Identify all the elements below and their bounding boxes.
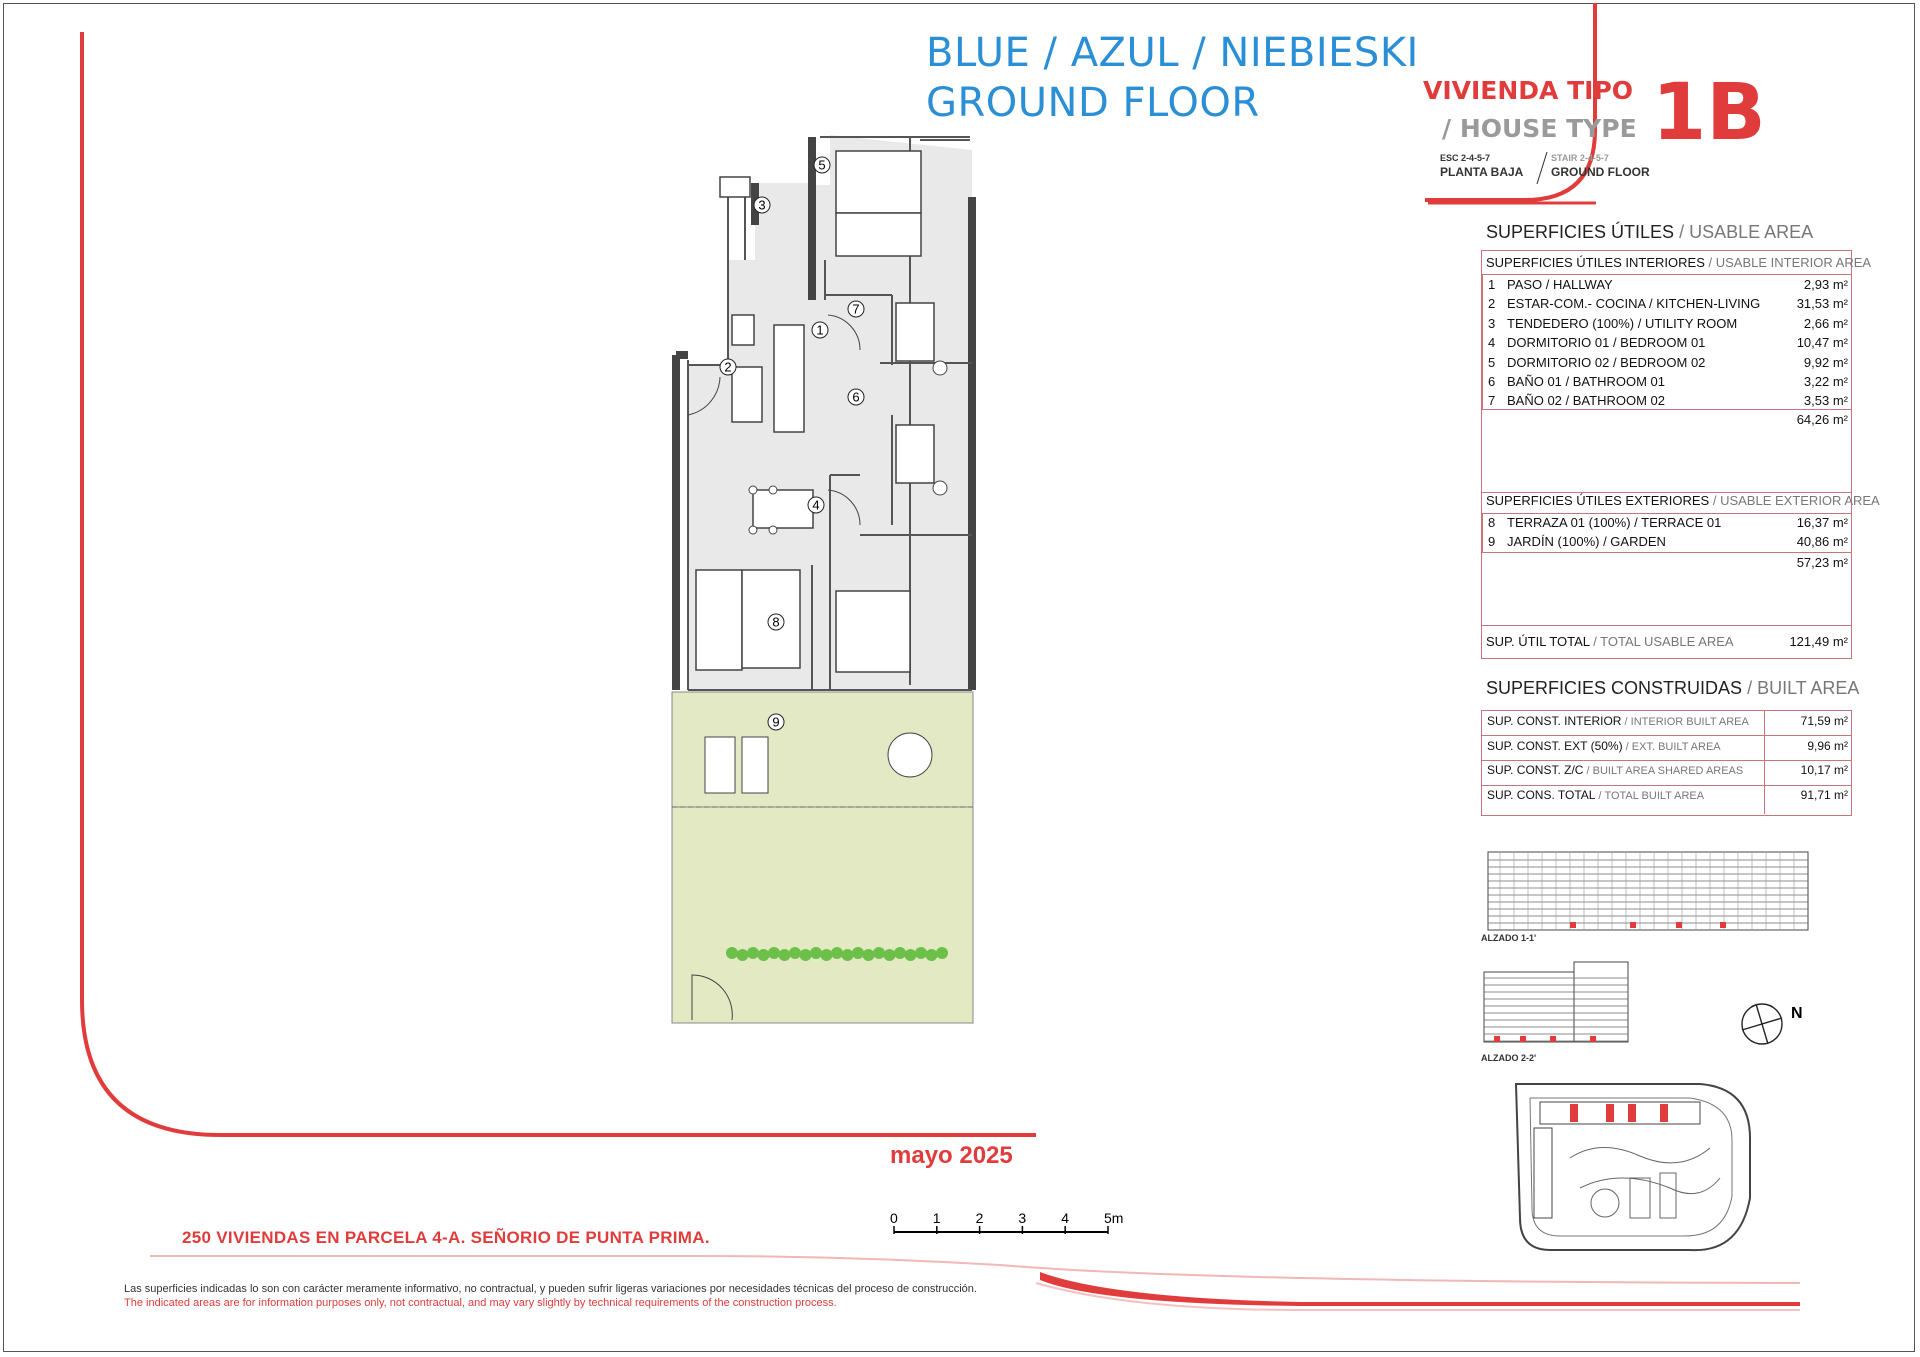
usable-total-label-en: / TOTAL USABLE AREA: [1593, 634, 1734, 649]
svg-text:4: 4: [812, 497, 820, 513]
hedge-shrub: [737, 949, 749, 961]
row-value: 2,66 m²: [1803, 315, 1848, 331]
row-label: ESTAR-COM.- COCINA / KITCHEN-LIVING: [1507, 296, 1761, 312]
svg-text:8: 8: [772, 614, 780, 630]
scale-tick-label: 3: [1018, 1210, 1027, 1226]
table-divider: [1482, 274, 1483, 409]
hedge-shrub: [747, 947, 759, 959]
house-type-en: / HOUSE TYPE: [1442, 114, 1637, 143]
svg-text:7: 7: [852, 301, 860, 317]
interior-header: [1486, 255, 1871, 270]
built-row-value: 91,71 m²: [1800, 787, 1848, 802]
usable-area-title: [1486, 222, 1813, 243]
hedge-shrub: [873, 947, 885, 959]
table-divider: [1482, 513, 1483, 553]
room-number-label: [848, 389, 864, 405]
scale-tick-label: 4: [1061, 1210, 1069, 1226]
svg-text:3: 3: [758, 197, 766, 213]
row-label: DORMITORIO 01 / BEDROOM 01: [1507, 335, 1706, 351]
usable-title-en: / USABLE AREA: [1679, 222, 1814, 242]
row-label: JARDÍN (100%) / GARDEN: [1507, 534, 1666, 549]
row-label: BAÑO 02 / BATHROOM 02: [1507, 393, 1665, 409]
scale-tick-label: 5m: [1104, 1210, 1124, 1226]
built-row-label-en: / INTERIOR BUILT AREA: [1621, 716, 1749, 728]
hedge-shrub: [821, 949, 833, 961]
disclaimer-es: Las superficies indicadas lo son con carácter meramente informativo, no contractual, y pueden sufrir ligeras variaciones por necesidades técnicas del proceso de construcción.: [124, 1283, 977, 1295]
built-row-label: [1487, 763, 1743, 777]
disclaimer: [124, 1282, 1044, 1310]
hedge-shrub: [779, 949, 791, 961]
svg-text:6: 6: [852, 389, 860, 405]
stair-en: [1551, 151, 1650, 179]
table-divider: [1764, 710, 1765, 814]
hedge-shrub: [905, 949, 917, 961]
row-number: 1: [1488, 277, 1496, 292]
table-divider: [1481, 735, 1851, 736]
row-number: 4: [1488, 335, 1496, 351]
row-number: 7: [1488, 393, 1496, 409]
north-label: N: [1791, 1005, 1803, 1022]
room-number-label: [812, 322, 828, 338]
table-divider: [1481, 785, 1851, 786]
exterior-header-es: SUPERFICIES ÚTILES EXTERIORES: [1486, 493, 1710, 508]
house-type-code: 1B: [1652, 68, 1766, 158]
built-row-label: [1487, 739, 1721, 753]
built-title-en: / BUILT AREA: [1747, 678, 1860, 698]
exterior-header-en: / USABLE EXTERIOR AREA: [1712, 493, 1880, 508]
row-value: 3,22 m²: [1803, 374, 1848, 389]
hedge-shrub: [842, 949, 854, 961]
hedge-shrub: [726, 947, 738, 959]
room-number-label: [720, 359, 736, 375]
hedge-shrub: [810, 947, 822, 959]
built-row-label-es: SUP. CONST. INTERIOR: [1487, 714, 1622, 728]
hedge-shrub: [768, 947, 780, 959]
row-label: BAÑO 01 / BATHROOM 01: [1507, 374, 1665, 389]
built-row-label-es: SUP. CONST. Z/C: [1487, 763, 1584, 777]
row-number: 6: [1488, 374, 1496, 389]
row-value: 16,37 m²: [1796, 515, 1848, 530]
hedge-shrub: [915, 947, 927, 959]
hedge-shrub: [758, 949, 770, 961]
table-divider: [1481, 552, 1851, 553]
svg-text:2: 2: [724, 359, 732, 375]
row-value: 3,53 m²: [1803, 393, 1848, 409]
scale-tick-label: 2: [975, 1210, 984, 1226]
scale-tick-label: 0: [890, 1210, 898, 1226]
table-divider: [1481, 409, 1851, 410]
row-label: DORMITORIO 02 / BEDROOM 02: [1507, 354, 1706, 370]
hedge-shrub: [852, 947, 864, 959]
house-type-es: VIVIENDA TIPO: [1423, 76, 1634, 105]
stair-en-1: STAIR 2-4-5-7: [1551, 153, 1609, 163]
built-row-label-en: / TOTAL BUILT AREA: [1595, 789, 1705, 802]
hedge-shrub: [831, 947, 843, 959]
row-value: 10,47 m²: [1796, 335, 1848, 351]
elevation-1-label: ALZADO 1-1': [1481, 933, 1537, 943]
row-value: 9,92 m²: [1803, 354, 1848, 370]
hedge-shrub: [894, 947, 906, 959]
project-name: 250 VIVIENDAS EN PARCELA 4-A. SEÑORIO DE PUNTA PRIMA.: [182, 1228, 710, 1247]
row-number: 9: [1488, 534, 1496, 549]
row-value: 2,93 m²: [1803, 277, 1848, 292]
built-title-es: SUPERFICIES CONSTRUIDAS: [1486, 678, 1743, 698]
garden-area: [672, 807, 973, 1023]
room-number-label: [814, 157, 830, 173]
table-divider: [1481, 513, 1851, 514]
usable-title-es: SUPERFICIES ÚTILES: [1486, 222, 1675, 242]
hedge-shrub: [863, 949, 875, 961]
scale-bar: [886, 1212, 1126, 1242]
built-row-value: 10,17 m²: [1800, 763, 1848, 777]
interior-header-en: / USABLE INTERIOR AREA: [1708, 255, 1872, 270]
stair-es: [1440, 151, 1523, 179]
built-row-label-en: / EXT. BUILT AREA: [1622, 740, 1721, 753]
exterior-header: [1486, 493, 1880, 508]
row-value: 31,53 m²: [1796, 296, 1848, 312]
hedge-shrub: [884, 949, 896, 961]
disclaimer-en: The indicated areas are for information purposes only, not contractual, and may vary slightly by technical requirements of the construction process.: [124, 1297, 837, 1309]
room-number-label: [754, 197, 770, 213]
row-label: TENDEDERO (100%) / UTILITY ROOM: [1507, 315, 1738, 331]
room-number-label: [768, 714, 784, 730]
elevation-1-drawing: [1480, 838, 1820, 933]
built-row-value: 9,96 m²: [1807, 738, 1848, 753]
table-divider: [1481, 760, 1851, 761]
exterior-total: 57,23 m²: [1796, 555, 1848, 570]
room-number-label: [768, 614, 784, 630]
room-number-label: [848, 301, 864, 317]
scale-tick-label: 1: [932, 1210, 941, 1226]
built-row-label-es: SUP. CONST. EXT (50%): [1487, 738, 1623, 753]
row-number: 2: [1488, 296, 1496, 312]
stair-divider: [1535, 150, 1549, 186]
interior-header-es: SUPERFICIES ÚTILES INTERIORES: [1486, 255, 1705, 270]
page-title-line2: GROUND FLOOR: [926, 80, 1260, 126]
usable-total-label: [1486, 634, 1734, 649]
stair-en-2: GROUND FLOOR: [1551, 165, 1650, 179]
stair-es-1: ESC 2-4-5-7: [1440, 153, 1491, 163]
svg-text:9: 9: [772, 714, 780, 730]
row-label: TERRAZA 01 (100%) / TERRACE 01: [1507, 515, 1722, 530]
usable-total-value: 121,49 m²: [1789, 634, 1848, 649]
room-number-label: [808, 497, 824, 513]
hedge-shrub: [800, 949, 812, 961]
usable-total-label-es: SUP. ÚTIL TOTAL: [1486, 634, 1590, 649]
built-row-value: 71,59 m²: [1800, 714, 1848, 728]
table-divider: [1481, 274, 1851, 275]
page-title-line1: BLUE / AZUL / NIEBIESKI: [926, 30, 1419, 76]
svg-text:5: 5: [818, 157, 826, 173]
row-number: 3: [1488, 315, 1496, 331]
row-label: PASO / HALLWAY: [1507, 277, 1613, 292]
stair-es-2: PLANTA BAJA: [1440, 165, 1524, 179]
hedge-shrub: [789, 947, 801, 959]
interior-total: 64,26 m²: [1796, 412, 1848, 427]
north-arrow-icon: [1740, 1000, 1790, 1050]
svg-text:1: 1: [816, 322, 824, 338]
site-plan-drawing: [1510, 1078, 1760, 1258]
built-row-label-es: SUP. CONS. TOTAL: [1487, 787, 1596, 802]
elevation-2-label: ALZADO 2-2': [1481, 1053, 1537, 1063]
floor-plan: [660, 125, 990, 1085]
row-value: 40,86 m²: [1796, 534, 1848, 549]
built-row-label: [1487, 714, 1749, 728]
document-date: mayo 2025: [890, 1142, 1013, 1169]
row-number: 8: [1488, 515, 1496, 530]
row-number: 5: [1488, 354, 1496, 370]
elevation-2-drawing: [1480, 952, 1670, 1047]
hedge-shrub: [926, 949, 938, 961]
hedge-shrub: [936, 947, 948, 959]
table-divider: [1481, 625, 1851, 626]
built-area-title: [1486, 678, 1859, 699]
built-row-label-en: / BUILT AREA SHARED AREAS: [1583, 765, 1744, 777]
built-row-label: [1487, 788, 1704, 802]
